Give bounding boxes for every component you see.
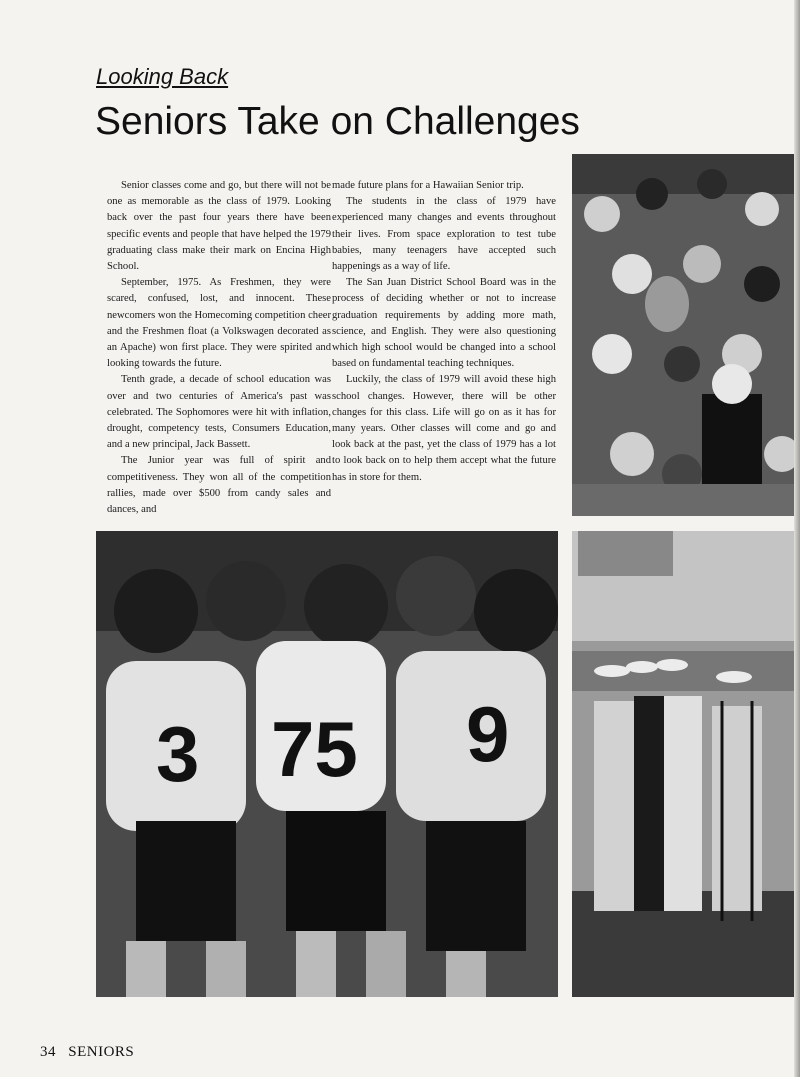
jersey-number: 9: [466, 690, 510, 778]
article-column-1: [107, 178, 331, 518]
jersey-number: 75: [271, 705, 358, 793]
jersey-number: 3: [156, 710, 200, 798]
stage-performers-photo: [572, 531, 800, 997]
section-label: SENIORS: [68, 1044, 135, 1060]
paragraph: The San Juan District School Board was in the process of deciding whether or not to increase graduation requirements by adding more math, science, and English. They were also questioning which high school would be changed into a school based on fundamental teaching techniques.: [332, 277, 556, 370]
binding-edge: [794, 0, 800, 1077]
page-title: Seniors Take on Challenges: [95, 100, 580, 143]
article-column-2: [332, 178, 556, 486]
page-footer: [40, 1044, 134, 1061]
paragraph: The students in the class of 1979 have experienced many changes and events throughout their lives. From space exploration to test tube babies, many teenagers have accepted such happenings as a way of life.: [332, 196, 556, 273]
paragraph: September, 1975. As Freshmen, they were scared, confused, lost, and innocent. These newcomers won the Homecoming competition cheer and the Freshmen float (a Volkswagen decorated as an Apache) won first place. They were spirited and looking towards the future.: [107, 277, 331, 370]
paragraph: Senior classes come and go, but there will not be one as memorable as the class of 1979. Looking back over the past four years there have been specific events and people that have helped the 1979 graduating class make their mark on Encina High School.: [107, 180, 331, 273]
section-kicker: Looking Back: [96, 64, 229, 89]
paragraph: made future plans for a Hawaiian Senior trip.: [332, 180, 524, 191]
page-number: 34: [40, 1044, 56, 1060]
football-huddle-photo: [96, 531, 558, 997]
crowd-photo: [572, 154, 800, 516]
paragraph: Tenth grade, a decade of school education was over and two centuries of America's past was celebrated. The Sophomores were hit with inflation, drought, competency tests, Consumers Education, and a new principal, Jack Bassett.: [107, 374, 331, 451]
paragraph: The Junior year was full of spirit and competitiveness. They won all of the competition rallies, made over $500 from candy sales and dances, and: [107, 455, 331, 516]
paragraph: Luckily, the class of 1979 will avoid these high school changes. However, there will be other changes for this class. Life will go on as it has for many years. Other classes will come and go and look back at the past, yet the class of 1979 has a lot to look back on to help them accept what the future has in store for them.: [332, 374, 556, 483]
